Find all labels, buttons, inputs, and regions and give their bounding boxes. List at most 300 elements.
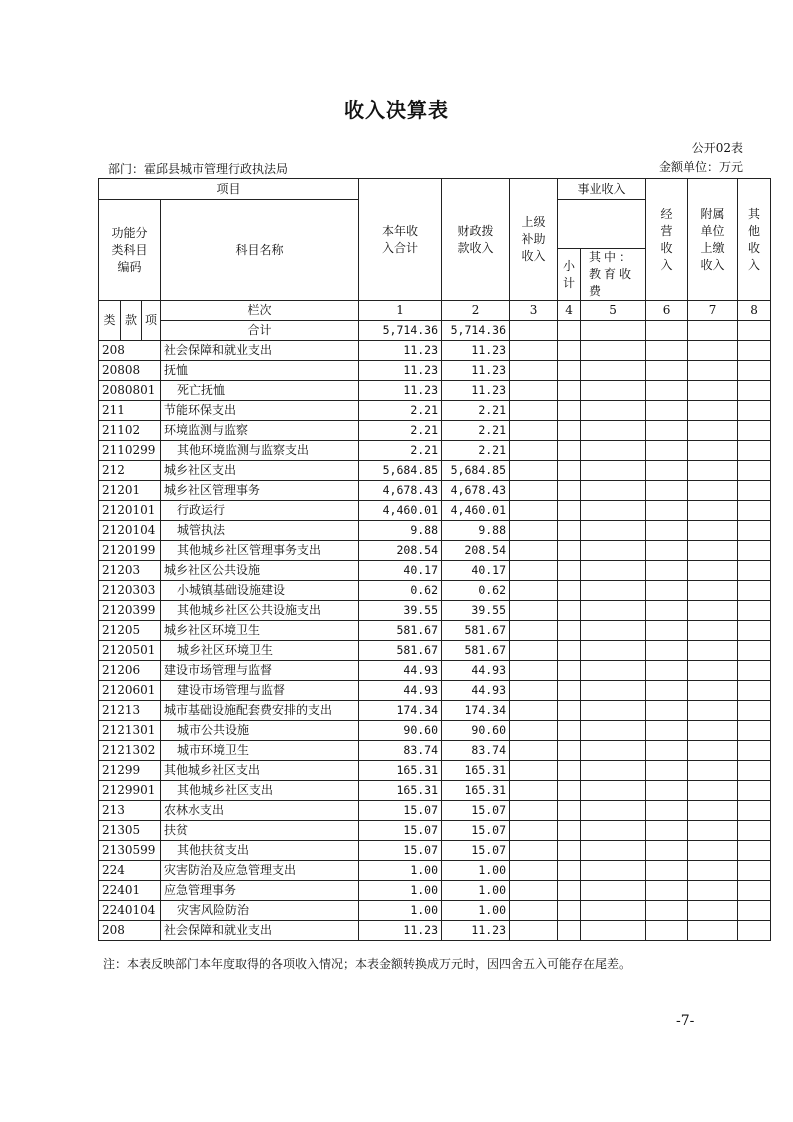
empty-cell — [558, 701, 581, 721]
empty-cell — [646, 561, 688, 581]
row-code: 2240104 — [99, 901, 161, 921]
empty-cell — [688, 601, 738, 621]
empty-cell — [581, 621, 646, 641]
row-name: 城乡社区公共设施 — [161, 561, 359, 581]
table-row — [99, 341, 771, 361]
empty-cell — [558, 901, 581, 921]
empty-cell — [581, 921, 646, 941]
empty-cell — [646, 721, 688, 741]
empty-cell — [738, 521, 771, 541]
empty-cell — [688, 801, 738, 821]
empty-cell — [646, 881, 688, 901]
empty-cell — [558, 841, 581, 861]
row-name: 社会保障和就业支出 — [161, 341, 359, 361]
row-name: 城乡社区管理事务 — [161, 481, 359, 501]
row-name: 建设市场管理与监督 — [161, 661, 359, 681]
row-fiscal: 165.31 — [442, 781, 510, 801]
empty-cell — [510, 901, 558, 921]
empty-cell — [581, 641, 646, 661]
header-lei: 类 — [99, 301, 121, 341]
table-row — [99, 921, 771, 941]
row-total: 44.93 — [359, 661, 442, 681]
empty-cell — [558, 661, 581, 681]
row-name: 扶贫 — [161, 821, 359, 841]
row-name: 建设市场管理与监督 — [161, 681, 359, 701]
row-fiscal: 581.67 — [442, 621, 510, 641]
row-fiscal: 39.55 — [442, 601, 510, 621]
empty-cell — [581, 841, 646, 861]
empty-cell — [738, 541, 771, 561]
empty-cell — [558, 741, 581, 761]
row-total: 581.67 — [359, 621, 442, 641]
empty-cell — [581, 861, 646, 881]
empty-cell — [558, 401, 581, 421]
empty-cell — [581, 701, 646, 721]
empty-cell — [646, 821, 688, 841]
row-code: 21213 — [99, 701, 161, 721]
empty-cell — [646, 921, 688, 941]
empty-cell — [558, 861, 581, 881]
empty-cell — [581, 401, 646, 421]
empty-cell — [738, 781, 771, 801]
row-name: 城市环境卫生 — [161, 741, 359, 761]
table-row — [99, 461, 771, 481]
table-row — [99, 641, 771, 661]
header-subtotal: 小计 — [558, 249, 581, 301]
empty-cell — [558, 921, 581, 941]
empty-cell — [581, 761, 646, 781]
row-name: 灾害风险防治 — [161, 901, 359, 921]
empty-cell — [558, 581, 581, 601]
row-total: 2.21 — [359, 441, 442, 461]
empty-cell — [581, 381, 646, 401]
empty-cell — [510, 501, 558, 521]
row-total: 165.31 — [359, 781, 442, 801]
department-label: 部门：霍邱县城市管理行政执法局 — [108, 162, 289, 176]
col-num: 4 — [558, 301, 581, 321]
row-code: 2110299 — [99, 441, 161, 461]
total-fiscal: 5,714.36 — [442, 321, 510, 341]
empty-cell — [646, 381, 688, 401]
table-row — [99, 761, 771, 781]
empty-cell — [688, 861, 738, 881]
row-fiscal: 11.23 — [442, 361, 510, 381]
empty-cell — [581, 341, 646, 361]
empty-cell — [510, 561, 558, 581]
row-fiscal: 11.23 — [442, 341, 510, 361]
row-name: 其他城乡社区支出 — [161, 761, 359, 781]
empty-cell — [581, 781, 646, 801]
table-row — [99, 721, 771, 741]
empty-cell — [688, 881, 738, 901]
row-name: 城乡社区环境卫生 — [161, 621, 359, 641]
empty-cell — [688, 721, 738, 741]
empty-cell — [738, 361, 771, 381]
empty-cell — [688, 741, 738, 761]
row-total: 11.23 — [359, 361, 442, 381]
row-total: 90.60 — [359, 721, 442, 741]
row-total: 2.21 — [359, 401, 442, 421]
empty-cell — [581, 361, 646, 381]
row-name: 城乡社区支出 — [161, 461, 359, 481]
empty-cell — [558, 601, 581, 621]
row-name: 其他扶贫支出 — [161, 841, 359, 861]
row-total: 1.00 — [359, 881, 442, 901]
header-total: 本年收入合计 — [359, 179, 442, 301]
empty-cell — [510, 681, 558, 701]
empty-cell — [510, 701, 558, 721]
empty-cell — [510, 521, 558, 541]
empty-cell — [581, 541, 646, 561]
empty-cell — [646, 421, 688, 441]
empty-cell — [558, 541, 581, 561]
empty-cell — [738, 801, 771, 821]
table-row — [99, 661, 771, 681]
empty-cell — [688, 761, 738, 781]
empty-cell — [510, 921, 558, 941]
empty-cell — [646, 801, 688, 821]
row-code: 2121302 — [99, 741, 161, 761]
empty-cell — [738, 861, 771, 881]
empty-cell — [738, 341, 771, 361]
empty-cell — [688, 341, 738, 361]
row-name: 其他城乡社区公共设施支出 — [161, 601, 359, 621]
row-code: 2129901 — [99, 781, 161, 801]
table-row — [99, 821, 771, 841]
empty-cell — [558, 681, 581, 701]
row-total: 11.23 — [359, 341, 442, 361]
table-row — [99, 901, 771, 921]
row-fiscal: 15.07 — [442, 841, 510, 861]
empty-cell — [738, 601, 771, 621]
empty-cell — [510, 801, 558, 821]
empty-cell — [510, 621, 558, 641]
row-code: 2121301 — [99, 721, 161, 741]
empty-cell — [558, 821, 581, 841]
empty-cell — [738, 681, 771, 701]
empty-cell — [738, 481, 771, 501]
empty-cell — [738, 461, 771, 481]
table-row — [99, 381, 771, 401]
col-num: 8 — [738, 301, 771, 321]
header-fiscal: 财政拨款收入 — [442, 179, 510, 301]
empty-cell — [738, 621, 771, 641]
empty-cell — [510, 421, 558, 441]
row-total: 83.74 — [359, 741, 442, 761]
row-fiscal: 1.00 — [442, 881, 510, 901]
col-num: 5 — [581, 301, 646, 321]
row-fiscal: 1.00 — [442, 901, 510, 921]
empty-cell — [646, 401, 688, 421]
empty-cell — [558, 761, 581, 781]
empty-cell — [688, 821, 738, 841]
row-name: 其他城乡社区支出 — [161, 781, 359, 801]
empty-cell — [581, 561, 646, 581]
table-row — [99, 521, 771, 541]
row-total: 1.00 — [359, 901, 442, 921]
empty-cell — [646, 501, 688, 521]
table-row — [99, 881, 771, 901]
empty-cell — [558, 781, 581, 801]
empty-cell — [688, 541, 738, 561]
empty-cell — [558, 501, 581, 521]
empty-cell — [646, 481, 688, 501]
table-row — [99, 601, 771, 621]
empty-cell — [688, 421, 738, 441]
row-fiscal: 11.23 — [442, 921, 510, 941]
header-other: 其他收入 — [738, 179, 771, 301]
unit-label: 金额单位：万元 — [658, 160, 743, 174]
table-row — [99, 441, 771, 461]
row-fiscal: 90.60 — [442, 721, 510, 741]
row-name: 应急管理事务 — [161, 881, 359, 901]
empty-cell — [558, 721, 581, 741]
col-num: 3 — [510, 301, 558, 321]
row-name: 抚恤 — [161, 361, 359, 381]
empty-cell — [646, 761, 688, 781]
row-fiscal: 1.00 — [442, 861, 510, 881]
empty-cell — [688, 661, 738, 681]
table-row — [99, 861, 771, 881]
empty-cell — [738, 761, 771, 781]
header-kuan: 款 — [121, 301, 142, 341]
empty-cell — [738, 741, 771, 761]
row-code: 21299 — [99, 761, 161, 781]
empty-cell — [646, 361, 688, 381]
empty-cell — [510, 381, 558, 401]
empty-cell — [646, 341, 688, 361]
empty-cell — [558, 361, 581, 381]
empty-cell — [581, 821, 646, 841]
table-row — [99, 621, 771, 641]
empty-cell — [510, 881, 558, 901]
empty-cell — [688, 501, 738, 521]
row-name: 行政运行 — [161, 501, 359, 521]
header-subject-name: 科目名称 — [161, 200, 359, 301]
empty-cell — [510, 481, 558, 501]
row-name: 城乡社区环境卫生 — [161, 641, 359, 661]
empty-cell — [558, 881, 581, 901]
empty-cell — [688, 401, 738, 421]
row-code: 2130599 — [99, 841, 161, 861]
empty-cell — [581, 501, 646, 521]
empty-cell — [510, 581, 558, 601]
empty-cell — [510, 461, 558, 481]
row-total: 44.93 — [359, 681, 442, 701]
empty-cell — [646, 741, 688, 761]
empty-cell — [558, 421, 581, 441]
page-number: -7- — [676, 1013, 695, 1029]
row-code: 213 — [99, 801, 161, 821]
empty-cell — [738, 841, 771, 861]
empty-cell — [558, 561, 581, 581]
empty-cell — [510, 781, 558, 801]
empty-cell — [581, 741, 646, 761]
empty-cell — [581, 581, 646, 601]
row-total: 5,684.85 — [359, 461, 442, 481]
row-code: 21305 — [99, 821, 161, 841]
table-row — [99, 701, 771, 721]
row-fiscal: 165.31 — [442, 761, 510, 781]
page-title: 收入决算表 — [344, 98, 449, 122]
row-fiscal: 83.74 — [442, 741, 510, 761]
row-total: 208.54 — [359, 541, 442, 561]
empty-cell — [646, 621, 688, 641]
empty-cell — [738, 441, 771, 461]
row-fiscal: 2.21 — [442, 421, 510, 441]
row-total: 39.55 — [359, 601, 442, 621]
row-code: 20808 — [99, 361, 161, 381]
empty-cell — [688, 481, 738, 501]
empty-cell — [738, 641, 771, 661]
table-row — [99, 541, 771, 561]
row-code: 2120199 — [99, 541, 161, 561]
header-affiliated: 附属单位上缴收入 — [688, 179, 738, 301]
row-total: 15.07 — [359, 801, 442, 821]
empty-cell — [510, 361, 558, 381]
empty-cell — [510, 841, 558, 861]
empty-cell — [646, 601, 688, 621]
row-code: 21102 — [99, 421, 161, 441]
empty-cell — [510, 721, 558, 741]
empty-cell — [688, 361, 738, 381]
row-fiscal: 15.07 — [442, 821, 510, 841]
row-code: 21205 — [99, 621, 161, 641]
empty-cell — [688, 841, 738, 861]
empty-cell — [688, 681, 738, 701]
row-total: 2.21 — [359, 421, 442, 441]
empty-cell — [510, 761, 558, 781]
empty-cell — [558, 641, 581, 661]
row-total: 174.34 — [359, 701, 442, 721]
row-code: 2120303 — [99, 581, 161, 601]
row-fiscal: 11.23 — [442, 381, 510, 401]
table-row — [99, 681, 771, 701]
empty-cell — [558, 621, 581, 641]
empty-cell — [738, 821, 771, 841]
empty-cell — [738, 561, 771, 581]
empty-cell — [510, 441, 558, 461]
row-name: 灾害防治及应急管理支出 — [161, 861, 359, 881]
table-row — [99, 561, 771, 581]
row-fiscal: 174.34 — [442, 701, 510, 721]
empty-cell — [558, 381, 581, 401]
empty-cell — [581, 721, 646, 741]
empty-cell — [510, 741, 558, 761]
row-total: 15.07 — [359, 821, 442, 841]
empty-cell — [688, 921, 738, 941]
empty-cell — [646, 581, 688, 601]
table-row — [99, 581, 771, 601]
empty-cell — [688, 581, 738, 601]
row-name: 城管执法 — [161, 521, 359, 541]
row-name: 小城镇基础设施建设 — [161, 581, 359, 601]
empty-cell — [581, 461, 646, 481]
empty-cell — [738, 421, 771, 441]
row-total: 4,460.01 — [359, 501, 442, 521]
empty-cell — [581, 681, 646, 701]
empty-cell — [646, 461, 688, 481]
empty-cell — [558, 341, 581, 361]
row-code: 224 — [99, 861, 161, 881]
empty-cell — [688, 441, 738, 461]
row-name: 社会保障和就业支出 — [161, 921, 359, 941]
row-total: 15.07 — [359, 841, 442, 861]
row-total: 40.17 — [359, 561, 442, 581]
row-total: 0.62 — [359, 581, 442, 601]
empty-cell — [510, 601, 558, 621]
empty-cell — [646, 701, 688, 721]
row-name: 死亡抚恤 — [161, 381, 359, 401]
table-row — [99, 421, 771, 441]
empty-cell — [646, 441, 688, 461]
header-operating: 经营收入 — [646, 179, 688, 301]
row-code: 2120399 — [99, 601, 161, 621]
empty-cell — [688, 781, 738, 801]
row-code: 2120601 — [99, 681, 161, 701]
table-row — [99, 801, 771, 821]
row-fiscal: 5,684.85 — [442, 461, 510, 481]
table-row — [99, 841, 771, 861]
header-business: 事业收入 — [558, 179, 646, 200]
row-name: 农林水支出 — [161, 801, 359, 821]
table-row — [99, 361, 771, 381]
col-num: 6 — [646, 301, 688, 321]
row-code: 22401 — [99, 881, 161, 901]
empty-cell — [581, 801, 646, 821]
row-total: 4,678.43 — [359, 481, 442, 501]
row-name: 其他城乡社区管理事务支出 — [161, 541, 359, 561]
row-code: 21201 — [99, 481, 161, 501]
empty-cell — [558, 801, 581, 821]
table-row — [99, 501, 771, 521]
row-code: 2120501 — [99, 641, 161, 661]
empty-cell — [581, 881, 646, 901]
row-fiscal: 581.67 — [442, 641, 510, 661]
row-fiscal: 2.21 — [442, 441, 510, 461]
table-row — [99, 401, 771, 421]
empty-cell — [688, 901, 738, 921]
row-code: 2120104 — [99, 521, 161, 541]
row-total: 165.31 — [359, 761, 442, 781]
empty-cell — [581, 421, 646, 441]
empty-cell — [738, 501, 771, 521]
row-fiscal: 2.21 — [442, 401, 510, 421]
empty-cell — [510, 861, 558, 881]
row-fiscal: 44.93 — [442, 681, 510, 701]
row-total: 11.23 — [359, 921, 442, 941]
table-row — [99, 481, 771, 501]
row-code: 211 — [99, 401, 161, 421]
empty-cell — [510, 341, 558, 361]
empty-cell — [738, 901, 771, 921]
empty-cell — [558, 441, 581, 461]
empty-cell — [646, 661, 688, 681]
empty-cell — [738, 661, 771, 681]
form-number: 公开02表 — [691, 141, 743, 155]
row-total: 581.67 — [359, 641, 442, 661]
empty-cell — [558, 481, 581, 501]
table-row — [99, 781, 771, 801]
row-fiscal: 4,460.01 — [442, 501, 510, 521]
total-row — [99, 321, 771, 341]
total-amount: 5,714.36 — [359, 321, 442, 341]
row-fiscal: 15.07 — [442, 801, 510, 821]
table-row — [99, 741, 771, 761]
empty-cell — [581, 481, 646, 501]
col-num: 2 — [442, 301, 510, 321]
empty-cell — [688, 381, 738, 401]
